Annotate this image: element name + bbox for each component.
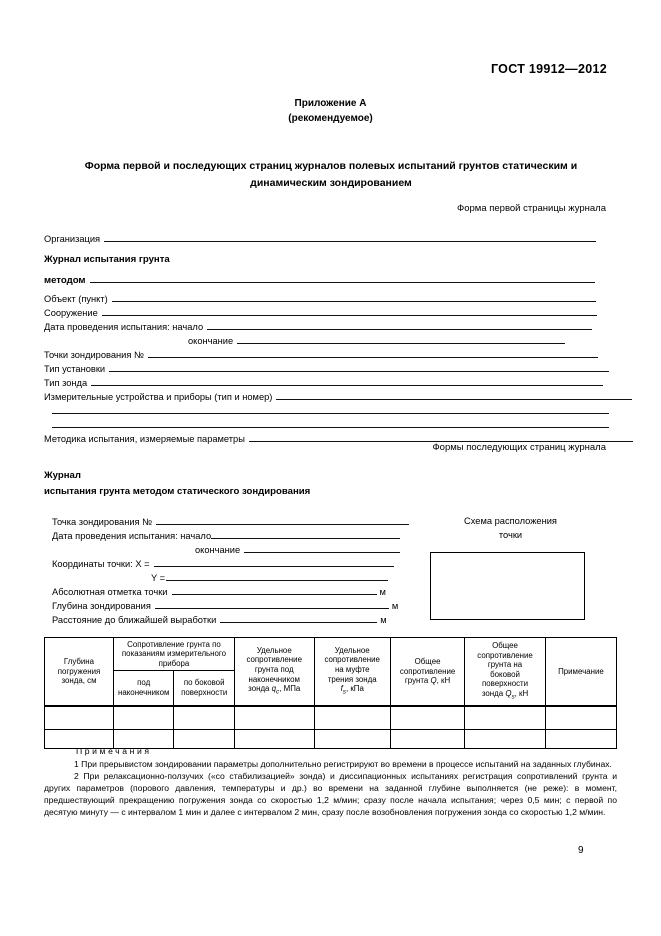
annex-caption [0,96,661,126]
label-method: методом [44,275,86,286]
field-date-end [188,333,565,347]
label-rig-type: Тип установки [44,364,106,374]
th-Qs-l3: грунта на [487,660,523,670]
th-Q-l2: сопротивление [399,666,456,676]
field-rig-type [44,361,609,375]
rule-method[interactable] [90,272,595,283]
th-Qs-l2: сопротивление [477,650,533,660]
th-fs [314,638,390,707]
field-coord-y [151,570,388,584]
field-organization [44,231,596,245]
label-date-begin: Дата проведения испытания: начало [44,322,204,332]
th-Q-l3-pre: грунта [404,676,431,686]
label-next-date-begin: Дата проведения испытания: начало [52,531,212,541]
journal-next-heading-line-2: испытания грунта методом статического зондирования [44,486,311,497]
journal-next-heading-line-1: Журнал [44,470,81,481]
field-probe-type [44,375,603,389]
th-depth: Глубина погружения зонда, см [45,638,114,707]
notes-block [44,745,617,819]
field-object [44,291,596,305]
rule-devices[interactable] [276,389,632,400]
rule-organization[interactable] [104,231,596,242]
label-devices: Измерительные устройства и приборы (тип и номер) [44,392,273,402]
cell-side-surface[interactable] [174,706,234,730]
field-structure [44,305,597,319]
rule-distance[interactable] [220,612,377,623]
th-Qs-symbol: Q [505,688,512,698]
scheme-caption-line-1: Схема расположения [464,516,557,526]
rule-date-begin[interactable] [207,319,592,330]
th-Qs-l5: поверхности [481,679,529,689]
next-pages-form-note: Формы последующих страниц журнала [432,442,606,453]
th-qc [234,638,314,707]
th-under-tip: под наконечником [113,671,173,707]
field-devices [44,389,632,403]
label-structure: Сооружение [44,308,98,318]
cell-qc[interactable] [234,706,314,730]
th-qc-l2: сопротивление [246,655,302,665]
rule-method-params[interactable] [249,431,633,442]
label-next-date-end: окончание [195,545,241,555]
rule-next-date-end[interactable] [244,542,400,553]
rule-probe-depth[interactable] [155,598,389,609]
cell-depth[interactable] [45,706,114,730]
table-row[interactable] [45,706,617,730]
th-qc-l5-post: , МПа [279,684,301,694]
th-Q-l3-post: , кН [436,676,451,686]
field-devices-cont-1 [52,403,609,417]
field-next-point-no [52,514,409,528]
field-next-date-begin [52,528,400,542]
th-Qs [465,638,546,707]
label-point-no: Точки зондирования № [44,350,144,360]
field-abs-mark [52,584,386,598]
label-coord-y: Y = [151,573,166,583]
label-date-end: окончание [188,336,234,346]
th-fs-post: , кПа [345,684,364,694]
th-Q [390,638,464,707]
scheme-drawing-area[interactable] [430,552,585,620]
rule-point-no[interactable] [148,347,598,358]
journal-heading-line-1: Журнал испытания грунта [44,254,170,265]
unit-distance: м [380,615,387,625]
th-Qs-l6-pre: зонда [481,688,506,698]
first-page-form-note: Форма первой страницы журнала [457,203,606,214]
rule-next-point-no[interactable] [156,514,409,525]
rule-object[interactable] [112,291,596,302]
page-number: 9 [578,845,584,856]
annex-line-2: (рекомендуемое) [288,113,373,124]
field-point-no [44,347,598,361]
rule-devices-cont-2[interactable] [52,417,609,428]
annex-line-1: Приложение А [294,98,367,109]
cell-fs[interactable] [314,706,390,730]
th-qc-symbol: q [271,684,277,694]
rule-abs-mark[interactable] [172,584,377,595]
field-probe-depth [52,598,398,612]
label-object: Объект (пункт) [44,294,108,304]
rule-coord-x[interactable] [154,556,394,567]
measurements-table [44,637,617,749]
note-item-2: 2 При релаксационно-ползучих («со стабилизацией» зонда) и диссипационных испытаниях регистрация сопротивлений грунта и других параметров (порового давления, температуры и др.) во времени на заданной глубине выполняется (не реже): в момент, предшествующий прекращению погружения зонда со скоростью 1,2 м/мин; сразу после начала испытания; через 0,5 мин; с первой по десятую минуту — с интервалом 1 мин и далее с интервалом 2 мин, сразу после возобновления погружения зонда со скоростью 1,2 м/мин. [44,771,617,818]
th-Qs-subscript: s [511,693,515,701]
th-qc-l1: Удельное [256,645,292,655]
field-next-date-end [195,542,400,556]
field-coord-x [52,556,394,570]
label-method-params: Методика испытания, измеряемые параметры [44,434,245,444]
page-title [55,158,607,192]
th-remark: Примечание [545,638,616,707]
label-distance: Расстояние до ближайшей выработки [52,615,217,625]
rule-coord-y[interactable] [166,570,388,581]
th-Qs-l1: Общее [492,640,518,650]
standard-number: ГОСТ 19912—2012 [490,62,607,76]
rule-date-end[interactable] [237,333,565,344]
page-title-line-2: и динамическим зондированием [250,160,578,189]
th-fs-l1: Удельное [334,645,370,655]
th-qc-l3: грунта под [254,664,294,674]
label-abs-mark: Абсолютная отметка точки [52,587,168,597]
field-devices-cont-2 [52,417,609,431]
th-fs-symbol: f [340,684,343,694]
th-fs-l3: на муфте [334,664,370,674]
label-next-point-no: Точка зондирования № [52,517,153,527]
th-Q-symbol: Q [430,676,437,686]
th-fs-subscript: s [342,688,346,696]
table-header-row-1 [45,638,617,671]
cell-remark[interactable] [545,706,616,730]
th-Qs-l6-post: , кН [514,688,529,698]
th-side-surface: по боковой поверхности [174,671,234,707]
rule-probe-type[interactable] [91,375,603,386]
th-fs-l2: сопротивление [324,655,380,665]
th-qc-l5-pre: зонда [248,684,272,694]
label-coord-x: Координаты точки: X = [52,559,150,569]
rule-rig-type[interactable] [109,361,609,372]
field-method [44,272,595,286]
page-title-line-1: Форма первой и последующих страниц журналов полевых испытаний грунтов статическим [84,160,568,172]
th-resistance-group: Сопротивление грунта по показаниям измерительного прибора [113,638,234,671]
th-fs-l4: трения зонда [327,674,377,684]
scheme-caption-line-2: точки [498,530,523,540]
cell-Qs[interactable] [465,706,546,730]
th-qc-l4: наконечником [248,674,300,684]
unit-abs-mark: м [379,587,386,597]
th-Qs-l4: боковой [490,669,520,679]
rule-devices-cont-1[interactable] [52,403,609,414]
cell-Q[interactable] [390,706,464,730]
scheme-caption [428,514,593,542]
notes-caption: Примечания [76,746,152,756]
label-probe-type: Тип зонда [44,378,88,388]
rule-next-date-begin[interactable] [211,528,400,539]
field-date-begin [44,319,592,333]
unit-probe-depth: м [391,601,399,611]
field-distance [52,612,387,626]
rule-structure[interactable] [102,305,597,316]
cell-under-tip[interactable] [113,706,173,730]
label-organization: Организация [44,234,101,244]
label-probe-depth: Глубина зондирования [52,601,151,611]
th-qc-subscript: c [276,688,280,696]
note-item-1: 1 При прерывистом зондировании параметры дополнительно регистрируют во времени в процессе испытаний на заданных глубинах. [74,759,612,770]
th-Q-l1: Общее [414,657,441,667]
